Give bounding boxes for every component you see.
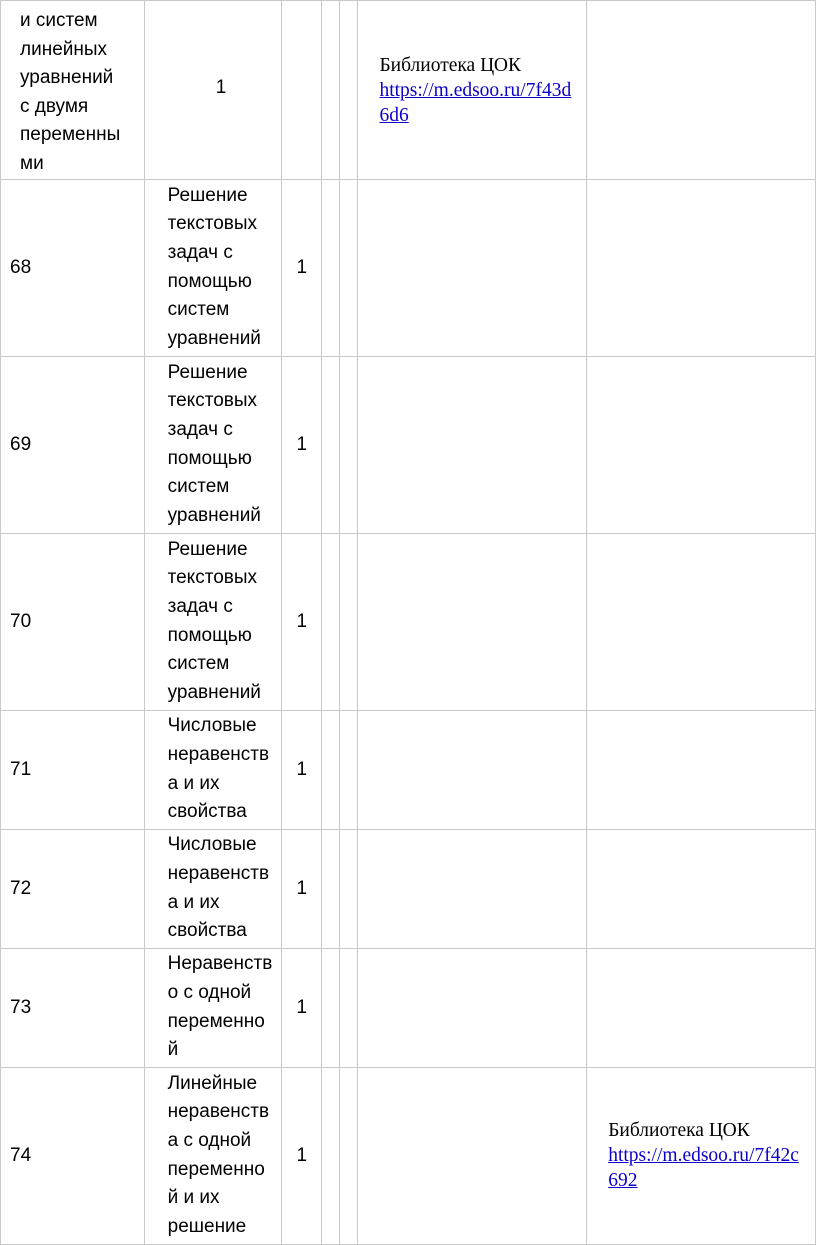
table-row: [1, 179, 816, 356]
date-fact-cell: [339, 829, 358, 948]
date-plan-cell: [282, 1, 322, 180]
hours-cell: [282, 710, 322, 829]
topic-cell: [144, 533, 282, 710]
date-fact-cell: [339, 948, 358, 1067]
hours-cell: [144, 1, 282, 180]
topic-text: Неравенств о с одной переменно й: [167, 953, 273, 1061]
topic-cell: [1, 1, 145, 180]
topic-text: Числовые неравенств а и их свойства: [167, 834, 270, 942]
topic-text: Решение текстовых задач с помощью систем уравнений: [167, 538, 261, 703]
extra-cell: [587, 829, 816, 948]
date-plan-cell: [322, 533, 340, 710]
row-number: 74: [10, 1144, 32, 1166]
table-row: [1, 829, 816, 948]
resource-label: Библиотека ЦОК: [608, 1120, 750, 1142]
resource-cell: [358, 179, 587, 356]
hours-cell: [282, 356, 322, 533]
topic-cell: [144, 829, 282, 948]
number-cell: [1, 356, 145, 533]
hours-cell: [282, 948, 322, 1067]
number-cell: [1, 829, 145, 948]
topic-cell: [144, 948, 282, 1067]
resource-link[interactable]: https://m.edsoo.ru/7f42c 692: [608, 1145, 799, 1192]
hours-value: 1: [296, 758, 308, 780]
table-row: [1, 710, 816, 829]
row-number: 72: [10, 877, 32, 899]
resource-cell: [358, 533, 587, 710]
row-number: 69: [10, 433, 32, 455]
topic-cell: [144, 356, 282, 533]
date-plan-cell: [322, 948, 340, 1067]
topic-text: Решение текстовых задач с помощью систем уравнений: [167, 361, 261, 526]
row-number: 73: [10, 996, 32, 1018]
resource-cell: [358, 948, 587, 1067]
extra-cell: [587, 356, 816, 533]
row-number: 68: [10, 256, 32, 278]
number-cell: [1, 533, 145, 710]
table-row: [1, 356, 816, 533]
table-row: [1, 1, 816, 180]
hours-cell: [282, 533, 322, 710]
row-number: 70: [10, 610, 32, 632]
date-fact-cell: [339, 356, 358, 533]
table-row: [1, 948, 816, 1067]
resource-cell: [358, 1067, 587, 1244]
number-cell: [1, 1067, 145, 1244]
date-fact-cell: [339, 710, 358, 829]
resource-cell: [358, 1, 587, 180]
hours-value: 1: [296, 256, 308, 278]
date-plan-cell: [322, 179, 340, 356]
date-plan-cell: [322, 829, 340, 948]
table-row: [1, 533, 816, 710]
extra-cell: [587, 1, 816, 180]
resource-cell: [358, 710, 587, 829]
topic-text: и систем линейных уравнений с двумя переменны ми: [20, 10, 121, 174]
extra-cell: [587, 179, 816, 356]
topic-cell: [144, 710, 282, 829]
hours-value: 1: [296, 877, 308, 899]
hours-value: 1: [215, 76, 227, 98]
extra-cell: [587, 948, 816, 1067]
topic-cell: [144, 179, 282, 356]
hours-value: 1: [296, 610, 308, 632]
date-fact-cell: [339, 533, 358, 710]
date-plan-cell: [322, 710, 340, 829]
hours-value: 1: [296, 1144, 308, 1166]
date-fact-cell: [339, 179, 358, 356]
date-plan-cell: [322, 1067, 340, 1244]
topic-text: Решение текстовых задач с помощью систем уравнений: [167, 184, 261, 349]
date-plan-cell: [322, 356, 340, 533]
hours-cell: [282, 829, 322, 948]
number-cell: [1, 179, 145, 356]
number-cell: [1, 710, 145, 829]
topic-text: Линейные неравенств а с одной переменно й и их решение: [167, 1072, 270, 1237]
date-fact-cell: [322, 1, 340, 180]
extra-cell: [587, 1067, 816, 1244]
table-row: [1, 1067, 816, 1244]
resource-label: Библиотека ЦОК: [379, 55, 521, 76]
hours-value: 1: [296, 433, 308, 455]
hours-cell: [282, 1067, 322, 1244]
extra-cell: [587, 533, 816, 710]
hours-cell: [282, 179, 322, 356]
date-fact-cell: [339, 1067, 358, 1244]
extra-cell: [587, 710, 816, 829]
topic-cell: [144, 1067, 282, 1244]
resource-cell: [358, 356, 587, 533]
number-cell: [1, 948, 145, 1067]
resource-link[interactable]: https://m.edsoo.ru/7f43d 6d6: [379, 80, 572, 126]
topic-text: Числовые неравенств а и их свойства: [167, 715, 270, 823]
row-number: 71: [10, 758, 32, 780]
notes-cell: [339, 1, 358, 180]
resource-cell: [358, 829, 587, 948]
hours-value: 1: [296, 996, 308, 1018]
